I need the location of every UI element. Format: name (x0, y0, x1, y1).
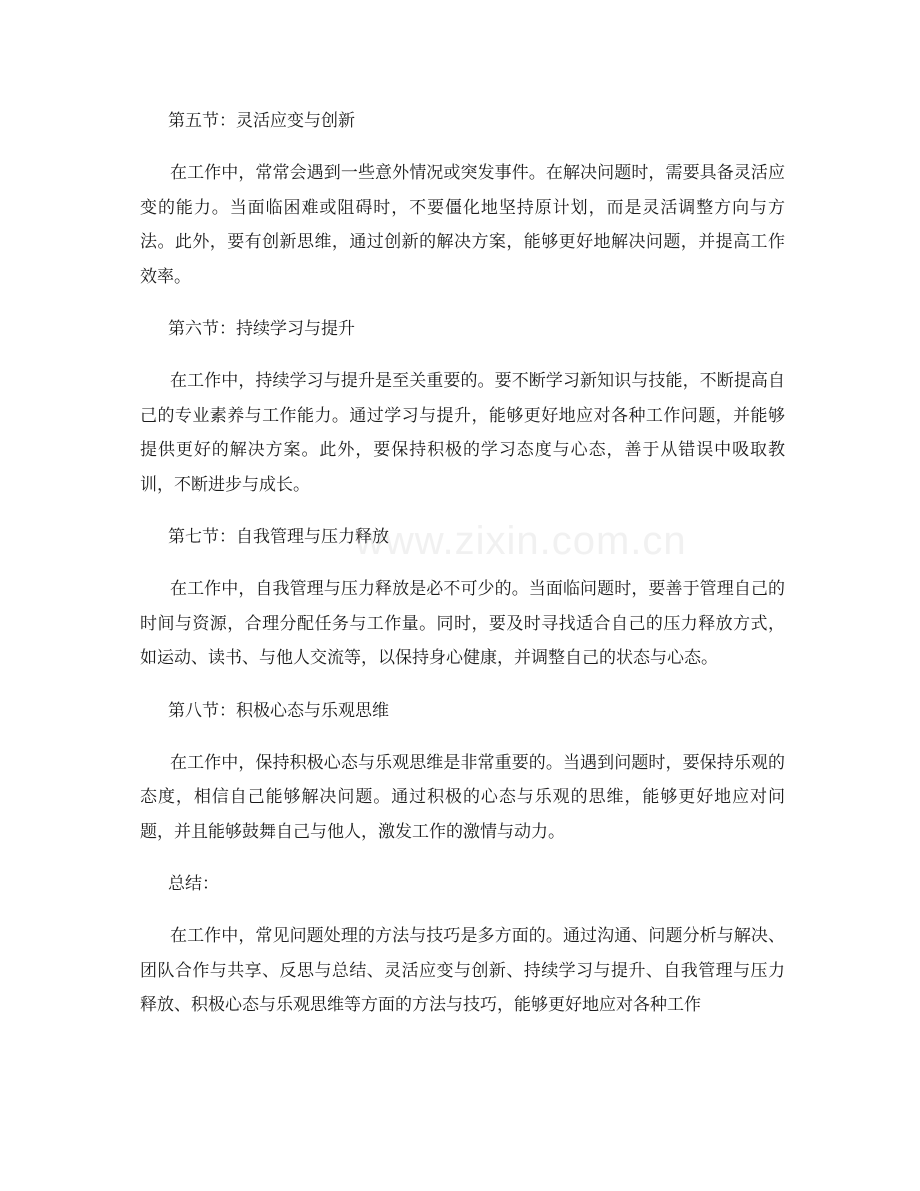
section-7-paragraph: 在工作中，自我管理与压力释放是必不可少的。当面临问题时，要善于管理自己的时间与资源，合理分配任务与工作量。同时，要及时寻找适合自己的压力释放方式，如运动、读书、与他人交流等，以保持身心健康，并调整自己的状态与心态。 (140, 579, 785, 668)
section-8-paragraph: 在工作中，保持积极心态与乐观思维是非常重要的。当遇到问题时，要保持乐观的态度，相信自己能够解决问题。通过积极的心态与乐观的思维，能够更好地应对问题，并且能够鼓舞自己与他人，激发工作的激情与动力。 (140, 752, 785, 842)
section-5-heading: 第五节：灵活应变与创新 (168, 111, 355, 131)
watermark: www.zixin.com.cn (355, 519, 687, 563)
section-5-paragraph: 在工作中，常常会遇到一些意外情况或突发事件。在解决问题时，需要具备灵活应变的能力。当面临困难或阻碍时，不要僵化地坚持原计划，而是灵活调整方向与方法。此外，要有创新思维，通过创新的解决方案，能够更好地解决问题，并提高工作效率。 (140, 163, 785, 287)
document-body (140, 103, 785, 1040)
section-6-paragraph: 在工作中，持续学习与提升是至关重要的。要不断学习新知识与技能，不断提高自己的专业素养与工作能力。通过学习与提升，能够更好地应对各种工作问题，并能够提供更好的解决方案。此外，要保持积极的学习态度与心态，善于从错误中吸取教训，不断进步与成长。 (140, 371, 785, 495)
summary-paragraph: 在工作中，常见问题处理的方法与技巧是多方面的。通过沟通、问题分析与解决、团队合作与共享、反思与总结、灵活应变与创新、持续学习与提升、自我管理与压力释放、积极心态与乐观思维等方面的方法与技巧，能够更好地应对各种工作 (140, 926, 785, 1015)
section-7-heading: 第七节：自我管理与压力释放 (168, 527, 389, 547)
summary-heading: 总结： (168, 874, 219, 894)
section-6-heading: 第六节：持续学习与提升 (168, 319, 355, 339)
section-8-heading: 第八节：积极心态与乐观思维 (168, 700, 389, 721)
